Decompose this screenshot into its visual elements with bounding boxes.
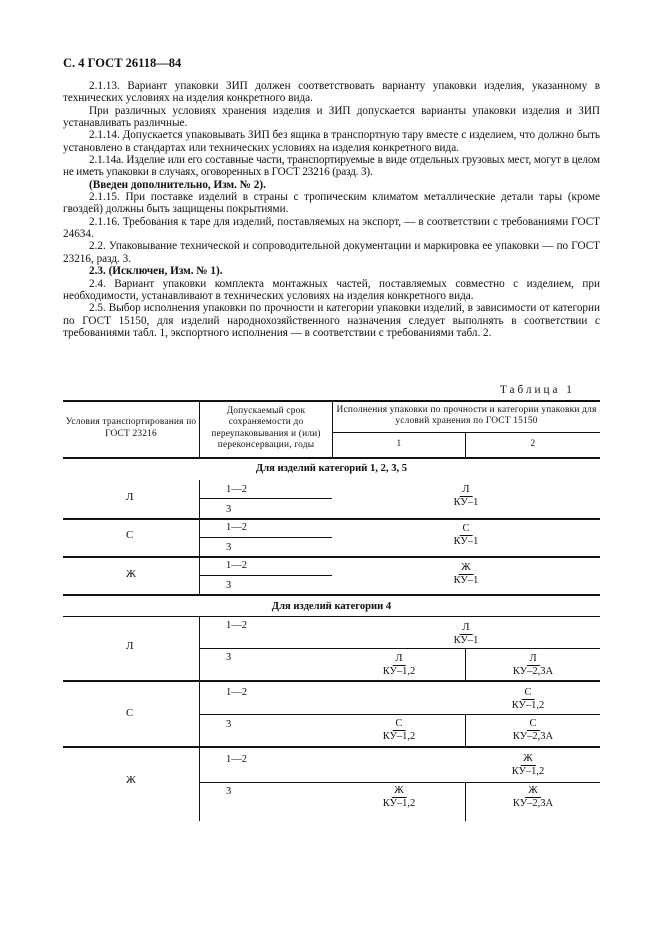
packaging-code: Л КУ–1,2 [382,653,416,677]
section-category-4: Для изделий категории 4 [271,601,392,612]
period-label: 3 [226,542,232,553]
body-text [63,80,600,339]
packaging-code: С КУ–1,2 [382,718,416,742]
cell-divider [199,556,200,594]
cell-divider [199,746,200,821]
group-rule [63,594,600,596]
condition-label: С [126,707,134,719]
period-label: 1—2 [226,620,247,631]
packaging-code: Л КУ–2,3А [512,653,554,677]
cell-divider [465,782,466,821]
packaging-code: С КУ–1 [453,523,479,547]
period-label: 3 [226,786,232,797]
period-label: 3 [226,719,232,730]
condition-label: Л [126,491,134,503]
row-divider [199,498,332,499]
period-label: 3 [226,504,232,515]
condition-label: Ж [126,568,136,580]
section-rule [63,616,600,617]
cell-divider [199,616,200,680]
header-transport-conditions: Условия транспортирования по ГОСТ 23216 [65,417,197,439]
period-label: 1—2 [226,484,247,495]
header-storage-period: Допускаемый срок сохраняемости до переупаковывания и (или) переконсервации, годы [211,405,321,450]
row-divider [199,575,332,576]
paragraph-2-1-15: 2.1.15. При поставке изделий в страны с тропическим климатом металлические детали тары (кроме гвоздей) должны быть защищены покрытиями. [63,191,600,216]
row-divider [199,782,600,783]
group-rule [63,518,600,520]
period-label: 3 [226,580,232,591]
cell-divider [199,680,200,746]
amendment-note: (Введен дополнительно, Изм. № 2). [89,178,266,191]
paragraph-storage: При различных условиях хранения изделия и ЗИП допускается варианты упаковки изделия и ЗИП устанавливать различные. [63,104,600,130]
packaging-code: С КУ–1,2 [511,687,545,711]
packaging-code: Л КУ–1 [453,622,479,646]
period-label: 1—2 [226,687,247,698]
group-rule [63,556,600,558]
packaging-code: Ж КУ–1 [453,562,479,586]
cell-divider [465,714,466,746]
paragraph-2-1-16: 2.1.16. Требования к таре для изделий, поставляемых на экспорт, — в соответствии с требованиями ГОСТ 24634. [63,215,600,241]
packaging-code: Л КУ–1 [453,484,479,508]
condition-label: С [126,529,134,541]
paragraph-2-3: 2.3. (Исключен, Изм. № 1). [89,265,223,278]
period-label: 1—2 [226,522,247,533]
paragraph-2-5: 2.5. Выбор исполнения упаковки по прочности и категории упаковки изделий, в зависимости от категории по ГОСТ 15150, для изделий народнохозяйственного назначения следует выполнять в соответствии с требованиями табл. 1, экспортного исполнения — в соответствии с требованиями табл. 2. [63,302,600,339]
row-divider [199,714,600,715]
group-rule [63,746,600,748]
header-bottom-rule [63,457,600,459]
condition-label: Ж [126,774,136,786]
period-label: 1—2 [226,754,247,765]
paragraph-2-1-13: 2.1.13. Вариант упаковки ЗИП должен соответствовать варианту упаковки изделия, указанному в технических условиях на изделия конкретного вида. [63,80,600,105]
paragraph-2-1-14: 2.1.14. Допускается упаковывать ЗИП без ящика в транспортную тару вместе с изделием, что должно быть установлено в стандартах или технических условиях на изделия конкретного вида. [63,129,600,154]
header-sub-1: 1 [396,439,402,450]
packaging-code: С КУ–2,3А [512,718,554,742]
header-packaging-variants: Исполнения упаковки по прочности и категории упаковки для условий хранения по ГОСТ 15150 [336,404,597,426]
cell-divider [199,518,200,556]
cell-divider [199,480,200,518]
packaging-code: Ж КУ–1,2 [382,785,416,809]
period-label: 3 [226,652,232,663]
table-caption: Таблица 1 [500,384,575,396]
header-sub-2: 2 [530,439,536,450]
period-label: 1—2 [226,560,247,571]
packaging-table [63,400,600,821]
packaging-code: Ж КУ–2,3А [512,785,554,809]
condition-label: Л [126,640,134,652]
page-header: С. 4 ГОСТ 26118—84 [63,56,182,70]
cell-divider [465,648,466,680]
paragraph-2-2: 2.2. Упаковывание технической и сопроводительной документации и маркировка ее упаковки — по ГОСТ 23216, разд. 3. [63,240,600,265]
group-rule [63,680,600,682]
row-divider [199,648,600,649]
section-categories-1-2-3-5: Для изделий категорий 1, 2, 3, 5 [255,463,408,474]
paragraph-2-1-14a: 2.1.14а. Изделие или его составные части, транспортируемые в виде отдельных грузовых мест, могут в целом не иметь упаковки в случаях, оговоренных в ГОСТ 23216 (разд. 3). [63,154,600,179]
paragraph-2-4: 2.4. Вариант упаковки комплекта монтажных частей, поставляемых совместно с изделием, при необходимости, устанавливают в технических условиях на изделия конкретного вида. [63,277,600,302]
packaging-code: Ж КУ–1,2 [511,753,545,777]
row-divider [199,537,332,538]
